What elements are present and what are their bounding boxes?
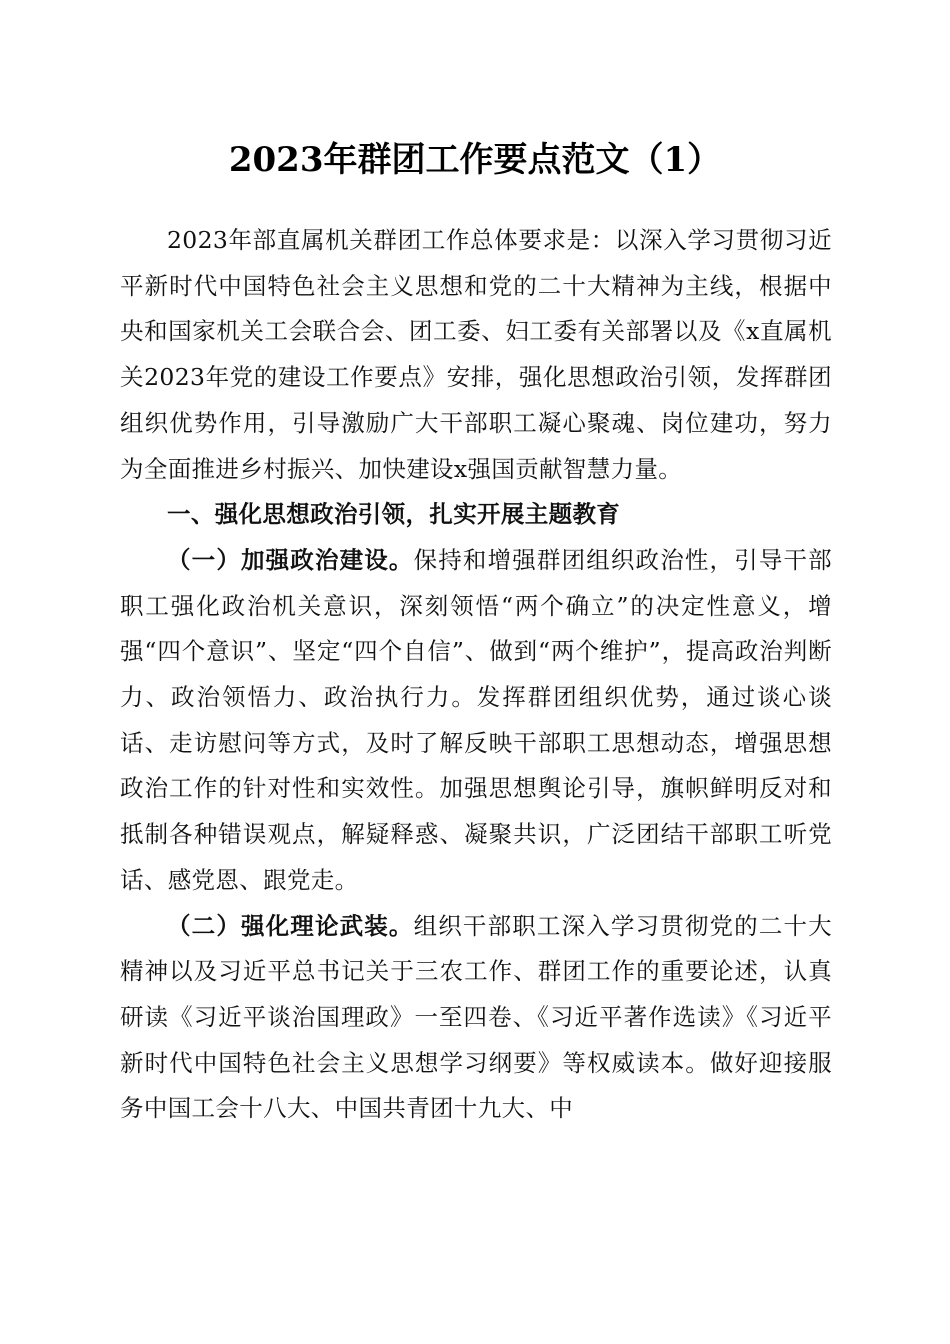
item-1-text: 保持和增强群团组织政治性，引导干部职工强化政治机关意识，深刻领悟“两个确立”的决定性意义，增强“四个意识”、坚定“四个自信”、做到“两个维护”，提高政治判断力、政治领悟力、政治执行力。发挥群团组织优势，通过谈心谈话、走访慰问等方式，及时了解反映干部职工思想动态，增强思想政治工作的针对性和实效性。加强思想舆论引导，旗帜鲜明反对和抵制各种错误观点，解疑释惑、凝聚共识，广泛团结干部职工听党话、感党恩、跟党走。	[120, 545, 833, 894]
item-1-paragraph	[120, 538, 832, 904]
item-2-text: 组织干部职工深入学习贯彻党的二十大精神以及习近平总书记关于三农工作、群团工作的重要论述，认真研读《习近平谈治国理政》一至四卷、《习近平著作选读》《习近平新时代中国特色社会主义思想学习纲要》等权威读本。做好迎接服务中国工会十八大、中国共青团十九大、中	[120, 911, 833, 1123]
item-2-lead: （二）强化理论武装。	[167, 911, 414, 940]
document-title: 2023年群团工作要点范文（1）	[228, 140, 722, 180]
document-body	[120, 218, 832, 1132]
intro-paragraph: 2023年部直属机关群团工作总体要求是：以深入学习贯彻习近平新时代中国特色社会主义思想和党的二十大精神为主线，根据中央和国家机关工会联合会、团工委、妇工委有关部署以及《x直属机关2023年党的建设工作要点》安排，强化思想政治引领，发挥群团组织优势作用，引导激励广大干部职工凝心聚魂、岗位建功，努力为全面推进乡村振兴、加快建设x强国贡献智慧力量。	[120, 226, 832, 483]
section-heading-1: 一、强化思想政治引领，扎实开展主题教育	[167, 500, 621, 529]
item-1-lead: （一）加强政治建设。	[167, 545, 414, 574]
item-2-paragraph	[120, 904, 832, 1133]
